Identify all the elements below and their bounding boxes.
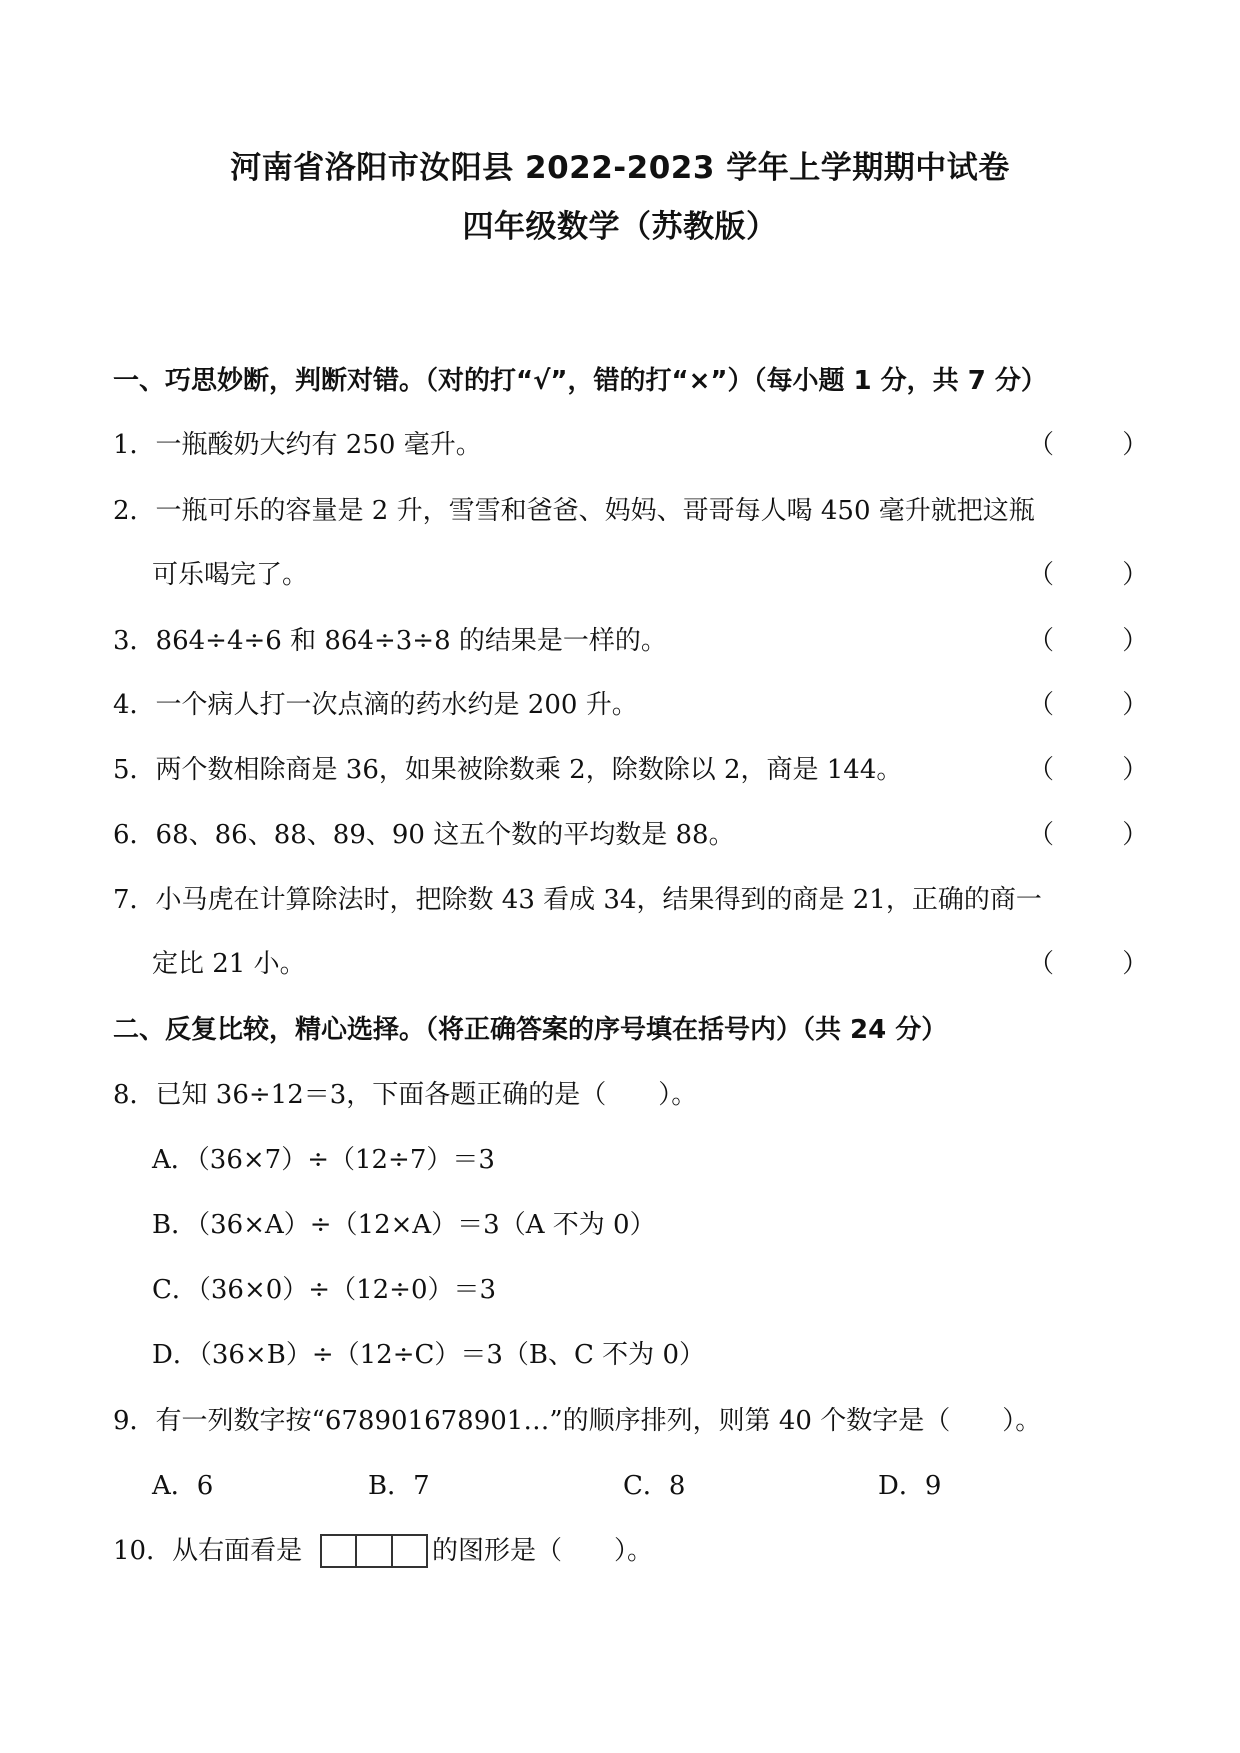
question-9-option-d: D．9 <box>878 1471 942 1501</box>
question-2-continued: 可乐喝完了。 <box>152 560 309 590</box>
answer-paren-2: （ ） <box>1028 560 1149 590</box>
exam-title: 河南省洛阳市汝阳县 2022-2023 学年上学期期中试卷 <box>230 150 1010 186</box>
answer-paren-1: （ ） <box>1028 430 1149 460</box>
question-1: 1．一瓶酸奶大约有 250 毫升。 <box>113 430 482 460</box>
question-9-option-a: A．6 <box>152 1471 214 1501</box>
question-9: 9．有一列数字按“678901678901…”的顺序排列，则第 40 个数字是（ ）。 <box>113 1406 1042 1436</box>
question-10-stem-before: 10．从右面看是 <box>113 1536 303 1566</box>
question-8-option-d: D．（36×B）÷（12÷C）＝3（B、C 不为 0） <box>152 1340 705 1370</box>
answer-paren-4: （ ） <box>1028 690 1149 720</box>
section2-heading: 二、反复比较，精心选择。（将正确答案的序号填在括号内）（共 24 分） <box>113 1015 948 1045</box>
question-8-option-c: C．（36×0）÷（12÷0）＝3 <box>152 1275 497 1305</box>
question-4: 4．一个病人打一次点滴的药水约是 200 升。 <box>113 690 638 720</box>
question-8-option-b: B．（36×A）÷（12×A）＝3（A 不为 0） <box>152 1210 656 1240</box>
question-8: 8．已知 36÷12＝3，下面各题正确的是（ ）。 <box>113 1080 698 1110</box>
question-3: 3．864÷4÷6 和 864÷3÷8 的结果是一样的。 <box>113 626 667 656</box>
question-8-option-a: A．（36×7）÷（12÷7）＝3 <box>152 1145 495 1175</box>
answer-paren-5: （ ） <box>1028 755 1149 785</box>
square-cell <box>393 1536 426 1566</box>
exam-subtitle: 四年级数学（苏教版） <box>462 209 778 245</box>
question-9-option-c: C．8 <box>623 1471 686 1501</box>
three-square-row-icon <box>320 1534 428 1568</box>
square-cell <box>357 1536 392 1566</box>
question-7: 7．小马虎在计算除法时，把除数 43 看成 34，结果得到的商是 21，正确的商一 <box>113 885 1042 915</box>
question-9-option-b: B．7 <box>368 1471 430 1501</box>
answer-paren-3: （ ） <box>1028 626 1149 656</box>
section1-heading: 一、巧思妙断，判断对错。（对的打“√”，错的打“×”）（每小题 1 分，共 7 分） <box>113 366 1047 396</box>
answer-paren-6: （ ） <box>1028 820 1149 850</box>
question-2: 2．一瓶可乐的容量是 2 升，雪雪和爸爸、妈妈、哥哥每人喝 450 毫升就把这瓶 <box>113 496 1035 526</box>
question-6: 6．68、86、88、89、90 这五个数的平均数是 88。 <box>113 820 735 850</box>
answer-paren-7: （ ） <box>1028 949 1149 979</box>
question-10-stem-after: 的图形是（ ）。 <box>432 1536 654 1566</box>
square-cell <box>322 1536 357 1566</box>
question-5: 5．两个数相除商是 36，如果被除数乘 2，除数除以 2，商是 144。 <box>113 755 903 785</box>
question-7-continued: 定比 21 小。 <box>152 949 306 979</box>
